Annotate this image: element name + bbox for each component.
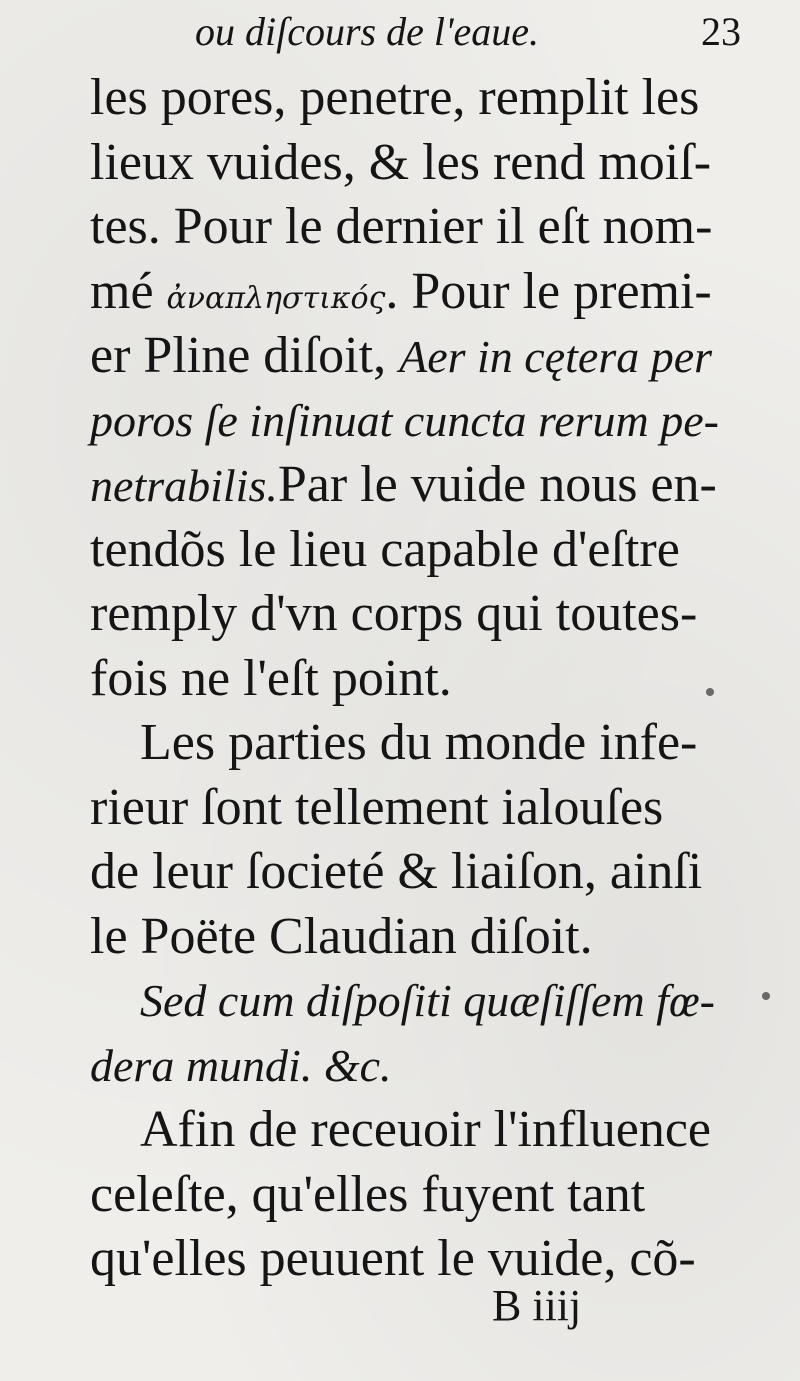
latin-quote: Aer in cętera per [399,331,713,382]
text-line [90,324,750,389]
text-segment: mé [90,262,154,320]
paragraph-start-line: Les parties du monde infe- [140,714,698,771]
greek-word: ἀναπληστικός [166,280,386,316]
text-segment: . Pour le premi- [385,262,712,320]
text-line: de leur ſocieté & liaiſon, ainſi [90,843,703,900]
text-line: rieur ſont tellement ialouſes [90,778,664,836]
verse-quote-line: Sed cum diſpoſiti quæſiſſem fœ- [140,975,715,1026]
ink-speck [706,688,714,696]
ink-speck [762,992,770,1000]
text-segment: Par le vuide nous en- [277,456,717,513]
text-line: fois ne l'eſt point. [90,649,452,707]
text-line [90,453,750,518]
text-line: qu'elles peuuent le vuide, cõ- [90,1230,696,1287]
running-title: ou diſcours de l'eaue. [195,9,540,54]
signature-mark: B iiij [492,1281,582,1330]
text-line: lieux vuides, & les rend moiſ- [90,133,712,191]
paragraph-start-line: Afin de receuoir l'influence [140,1101,711,1158]
text-line: les pores, penetre, remplit les [90,69,700,126]
text-line: tes. Pour le dernier il eſt nom- [90,198,713,255]
page-header [195,8,755,64]
verse-quote-line: dera mundi. &c. [90,1039,392,1091]
text-line: tendõs le lieu capable d'eſtre [90,520,680,578]
text-segment: er Pline diſoit, [90,327,387,384]
body-text [90,66,750,1292]
text-line: celeſte, qu'elles fuyent tant [90,1165,646,1223]
text-line [90,260,750,325]
text-line: le Poëte Claudian diſoit. [90,907,593,965]
latin-quote-line: poros ſe inſinuat cuncta rerum pe- [90,394,719,446]
text-line: remply d'vn corps qui toutes- [90,585,698,642]
page-number: 23 [701,9,741,54]
latin-quote: netrabilis. [90,460,278,511]
